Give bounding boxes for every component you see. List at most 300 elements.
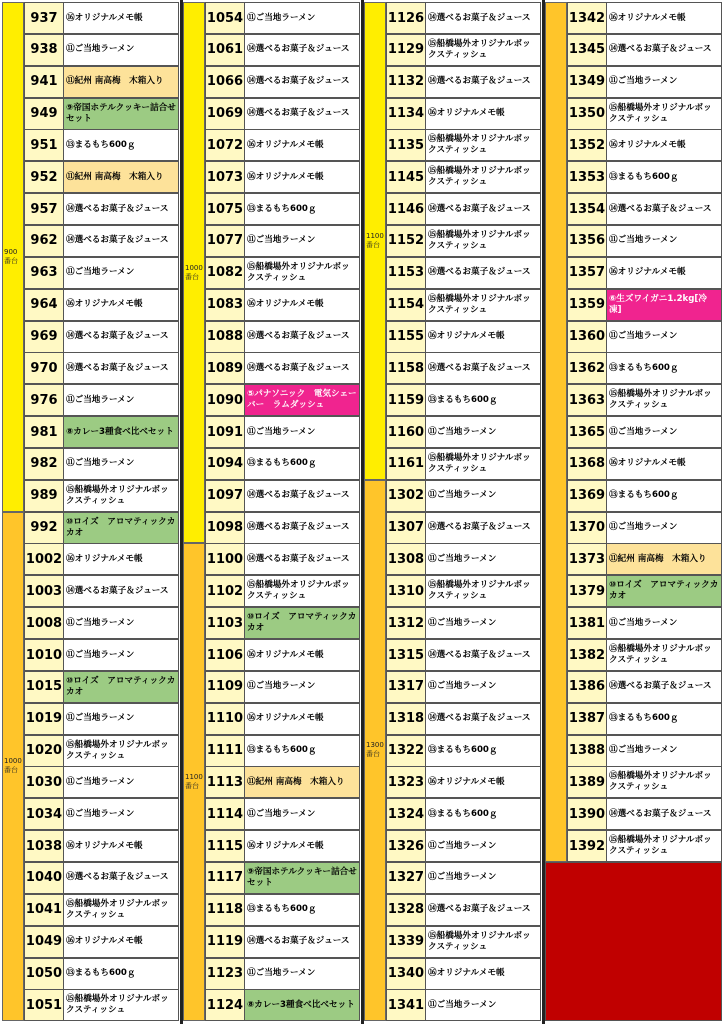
range-label	[184, 264, 203, 282]
prize-name: ⑭選べるお菓子＆ジュース	[245, 35, 359, 65]
prize-row	[24, 543, 179, 575]
prize-name: ⑪ご当地ラーメン	[426, 863, 540, 893]
winning-number: 1370	[568, 513, 607, 543]
prize-row	[386, 257, 541, 289]
winning-number: 1354	[568, 194, 607, 224]
prize-name: ⑭選べるお菓子＆ジュース	[64, 226, 178, 256]
winning-number: 981	[25, 417, 64, 447]
prize-name: ⑪ご当地ラーメン	[426, 608, 540, 638]
prize-name: ⑪ご当地ラーメン	[607, 322, 721, 352]
prize-name: ⑤パナソニック 電気シェーバー ラムダッシュ	[245, 385, 359, 415]
prize-name: ⑮船橋場外オリジナルボックスティッシュ	[426, 226, 540, 256]
prize-name: ⑪ご当地ラーメン	[64, 640, 178, 670]
prize-name: ⑬まるもち600ｇ	[245, 449, 359, 479]
prize-row	[24, 575, 179, 607]
winning-number: 1161	[387, 449, 426, 479]
prize-row	[567, 34, 722, 66]
prize-name: ⑪ご当地ラーメン	[426, 481, 540, 511]
prize-name: ⑭選べるお菓子＆ジュース	[426, 67, 540, 97]
winning-number: 1002	[25, 544, 64, 574]
winning-number: 1368	[568, 449, 607, 479]
winning-number: 989	[25, 481, 64, 511]
prize-name: ⑭選べるお菓子＆ジュース	[245, 481, 359, 511]
prize-name: ⑯オリジナルメモ帳	[426, 322, 540, 352]
prize-row	[205, 480, 360, 512]
winning-number: 1328	[387, 895, 426, 925]
prize-name: ⑬まるもち600ｇ	[607, 353, 721, 383]
prize-row	[386, 384, 541, 416]
prize-name: ⑩ロイズ アロマティックカカオ	[607, 576, 721, 606]
range-label-line: 番台	[185, 272, 199, 281]
prize-row	[24, 416, 179, 448]
winning-number: 1132	[387, 67, 426, 97]
prize-name: ⑭選べるお菓子＆ジュース	[245, 513, 359, 543]
prize-row	[24, 703, 179, 735]
winning-number: 1077	[206, 226, 245, 256]
prize-row	[24, 448, 179, 480]
prize-name: ⑭選べるお菓子＆ジュース	[607, 672, 721, 702]
prize-name: ⑯オリジナルメモ帳	[64, 290, 178, 320]
prize-name: ⑭選べるお菓子＆ジュース	[245, 67, 359, 97]
prize-name: ⑯オリジナルメモ帳	[607, 449, 721, 479]
prize-name: ⑪ご当地ラーメン	[607, 513, 721, 543]
prize-row	[567, 2, 722, 34]
prize-name: ⑪ご当地ラーメン	[64, 385, 178, 415]
prize-name: ⑪ご当地ラーメン	[64, 258, 178, 288]
prize-row	[386, 607, 541, 639]
range-band	[2, 2, 24, 512]
prize-name: ⑬まるもち600ｇ	[245, 194, 359, 224]
prize-row	[24, 225, 179, 257]
winning-number: 1102	[206, 576, 245, 606]
prize-row	[205, 989, 360, 1021]
winning-number: 1113	[206, 767, 245, 797]
prize-row	[386, 989, 541, 1021]
prize-name: ⑧カレー3種食べ比べセット	[245, 990, 359, 1020]
prize-row	[386, 671, 541, 703]
prize-name: ⑮船橋場外オリジナルボックスティッシュ	[426, 290, 540, 320]
winning-number: 1094	[206, 449, 245, 479]
winning-number: 1110	[206, 704, 245, 734]
prize-name: ⑮船橋場外オリジナルボックスティッシュ	[426, 130, 540, 160]
prize-row	[386, 480, 541, 512]
range-band	[183, 2, 205, 543]
winning-number: 1154	[387, 290, 426, 320]
prize-name: ⑪ご当地ラーメン	[607, 67, 721, 97]
prize-row	[567, 161, 722, 193]
prize-name: ⑭選べるお菓子＆ジュース	[426, 895, 540, 925]
prize-row	[24, 607, 179, 639]
winning-number: 1388	[568, 736, 607, 766]
winning-number: 1324	[387, 799, 426, 829]
winning-number: 1115	[206, 831, 245, 861]
winning-number: 1362	[568, 353, 607, 383]
prize-name: ⑮船橋場外オリジナルボックスティッシュ	[64, 990, 178, 1020]
prize-name: ⑪ご当地ラーメン	[64, 704, 178, 734]
prize-row	[567, 225, 722, 257]
prize-name: ⑩ロイズ アロマティックカカオ	[245, 608, 359, 638]
winning-number: 992	[25, 513, 64, 543]
prize-row	[386, 639, 541, 671]
winning-number: 1109	[206, 672, 245, 702]
winning-number: 1153	[387, 258, 426, 288]
winning-number: 1312	[387, 608, 426, 638]
winning-number: 976	[25, 385, 64, 415]
prize-row	[567, 384, 722, 416]
winning-number: 1326	[387, 831, 426, 861]
prize-name: ⑪ご当地ラーメン	[245, 672, 359, 702]
prize-row	[567, 352, 722, 384]
prize-name: ⑮船橋場外オリジナルボックスティッシュ	[426, 35, 540, 65]
prize-name: ⑮船橋場外オリジナルボックスティッシュ	[64, 481, 178, 511]
prize-row	[386, 703, 541, 735]
prize-row	[205, 958, 360, 990]
prize-name: ⑭選べるお菓子＆ジュース	[245, 322, 359, 352]
prize-name: ⑯オリジナルメモ帳	[607, 258, 721, 288]
prize-name: ⑪ご当地ラーメン	[64, 799, 178, 829]
prize-name: ⑪ご当地ラーメン	[607, 736, 721, 766]
prize-row	[205, 862, 360, 894]
winning-number: 1373	[568, 544, 607, 574]
prize-name: ⑧カレー3種食べ比べセット	[64, 417, 178, 447]
winning-number: 1126	[387, 3, 426, 33]
prize-name: ⑮船橋場外オリジナルボックスティッシュ	[64, 736, 178, 766]
prize-name: ⑪ご当地ラーメン	[607, 417, 721, 447]
winning-number: 1051	[25, 990, 64, 1020]
range-label	[365, 232, 384, 250]
prize-row	[205, 161, 360, 193]
range-label-line: 1300	[366, 741, 384, 750]
range-label-line: 番台	[366, 750, 380, 759]
prize-name: ⑭選べるお菓子＆ジュース	[64, 863, 178, 893]
prize-name: ⑭選べるお菓子＆ジュース	[426, 513, 540, 543]
range-label-line: 番台	[185, 782, 199, 791]
winning-number: 1106	[206, 640, 245, 670]
prize-row	[205, 34, 360, 66]
winning-number: 1363	[568, 385, 607, 415]
prize-name: ⑯オリジナルメモ帳	[607, 3, 721, 33]
winning-number: 957	[25, 194, 64, 224]
prize-row	[24, 257, 179, 289]
prize-row	[24, 66, 179, 98]
prize-name: ⑭選べるお菓子＆ジュース	[607, 194, 721, 224]
prize-name: ⑬まるもち600ｇ	[607, 162, 721, 192]
prize-row	[205, 257, 360, 289]
prize-name: ⑪ご当地ラーメン	[607, 608, 721, 638]
winning-number: 1050	[25, 959, 64, 989]
winning-number: 952	[25, 162, 64, 192]
range-band	[545, 2, 567, 862]
prize-name: ⑬まるもち600ｇ	[426, 799, 540, 829]
prize-row	[24, 480, 179, 512]
prize-name: ⑮船橋場外オリジナルボックスティッシュ	[607, 385, 721, 415]
prize-row	[205, 607, 360, 639]
winning-number: 1381	[568, 608, 607, 638]
prize-row	[24, 161, 179, 193]
prize-row	[205, 289, 360, 321]
prize-name: ⑭選べるお菓子＆ジュース	[426, 194, 540, 224]
prize-name: ⑪紀州 南高梅 木箱入り	[64, 162, 178, 192]
prize-row	[386, 830, 541, 862]
prize-name: ⑭選べるお菓子＆ジュース	[64, 322, 178, 352]
winning-number: 1066	[206, 67, 245, 97]
winning-number: 1083	[206, 290, 245, 320]
prize-name: ⑮船橋場外オリジナルボックスティッシュ	[607, 831, 721, 861]
prize-row	[567, 766, 722, 798]
prize-name: ⑯オリジナルメモ帳	[245, 640, 359, 670]
winning-number: 1073	[206, 162, 245, 192]
prize-name: ⑯オリジナルメモ帳	[245, 831, 359, 861]
prize-name: ⑯オリジナルメモ帳	[426, 767, 540, 797]
prize-name: ⑨帝国ホテルクッキー詰合せセット	[64, 99, 178, 129]
prize-row	[386, 321, 541, 353]
prize-name: ⑯オリジナルメモ帳	[426, 99, 540, 129]
prize-row	[24, 862, 179, 894]
winning-number: 1054	[206, 3, 245, 33]
prize-row	[386, 416, 541, 448]
prize-row	[386, 2, 541, 34]
range-band	[364, 480, 386, 1021]
prize-name: ⑪ご当地ラーメン	[426, 831, 540, 861]
winning-number: 1020	[25, 736, 64, 766]
prize-name: ⑯オリジナルメモ帳	[245, 130, 359, 160]
prize-row	[24, 926, 179, 958]
prize-name: ⑮船橋場外オリジナルボックスティッシュ	[426, 576, 540, 606]
prize-row	[567, 639, 722, 671]
prize-row	[24, 384, 179, 416]
prize-row	[205, 352, 360, 384]
winning-number: 1349	[568, 67, 607, 97]
range-label-line: 1100	[366, 231, 384, 240]
prize-name: ⑭選べるお菓子＆ジュース	[426, 704, 540, 734]
prize-row	[205, 735, 360, 767]
winning-number: 937	[25, 3, 64, 33]
prize-row	[205, 894, 360, 926]
winning-number: 1387	[568, 704, 607, 734]
prize-row	[205, 926, 360, 958]
prize-row	[567, 257, 722, 289]
prize-row	[24, 289, 179, 321]
winning-number: 1089	[206, 353, 245, 383]
winning-number: 1345	[568, 35, 607, 65]
prize-row	[386, 193, 541, 225]
winning-number: 1097	[206, 481, 245, 511]
prize-name: ⑪ご当地ラーメン	[426, 672, 540, 702]
prize-row	[205, 575, 360, 607]
winning-number: 1117	[206, 863, 245, 893]
prize-row	[386, 575, 541, 607]
prize-name: ⑪ご当地ラーメン	[64, 767, 178, 797]
prize-name: ⑭選べるお菓子＆ジュース	[64, 576, 178, 606]
range-band	[2, 512, 24, 1022]
prize-name: ⑪ご当地ラーメン	[245, 959, 359, 989]
prize-name: ⑯オリジナルメモ帳	[426, 959, 540, 989]
prize-row	[205, 416, 360, 448]
prize-row	[386, 66, 541, 98]
prize-name: ⑭選べるお菓子＆ジュース	[607, 35, 721, 65]
prize-row	[205, 2, 360, 34]
winning-number: 963	[25, 258, 64, 288]
prize-row	[24, 798, 179, 830]
range-label	[365, 741, 384, 759]
winning-number: 1315	[387, 640, 426, 670]
prize-name: ⑬まるもち600ｇ	[245, 736, 359, 766]
prize-row	[567, 830, 722, 862]
prize-name: ⑭選べるお菓子＆ジュース	[245, 353, 359, 383]
prize-name: ⑭選べるお菓子＆ジュース	[245, 544, 359, 574]
prize-name: ⑪ご当地ラーメン	[64, 449, 178, 479]
prize-name: ⑬まるもち600ｇ	[426, 736, 540, 766]
prize-row	[24, 639, 179, 671]
prize-column-4	[545, 2, 722, 1021]
prize-name: ⑪紀州 南高梅 木箱入り	[64, 67, 178, 97]
prize-name: ⑬まるもち600ｇ	[245, 895, 359, 925]
winning-number: 1152	[387, 226, 426, 256]
prize-name: ⑪ご当地ラーメン	[245, 799, 359, 829]
prize-row	[205, 66, 360, 98]
prize-name: ⑬まるもち600ｇ	[426, 385, 540, 415]
prize-row	[24, 512, 179, 544]
winning-number: 1318	[387, 704, 426, 734]
range-band	[183, 543, 205, 1021]
prize-name: ⑪紀州 南高梅 木箱入り	[245, 767, 359, 797]
winning-number: 1124	[206, 990, 245, 1020]
winning-number: 1352	[568, 130, 607, 160]
prize-row	[567, 98, 722, 130]
winning-number: 1357	[568, 258, 607, 288]
prize-name: ⑬まるもち600ｇ	[607, 704, 721, 734]
prize-row	[386, 862, 541, 894]
prize-row	[24, 958, 179, 990]
winning-number: 1003	[25, 576, 64, 606]
winning-number: 1308	[387, 544, 426, 574]
prize-row	[205, 512, 360, 544]
range-label-line: 番台	[4, 256, 18, 265]
prize-column-2	[183, 2, 360, 1021]
prize-name: ⑭選べるお菓子＆ジュース	[426, 3, 540, 33]
winning-number: 1114	[206, 799, 245, 829]
winning-number: 1342	[568, 3, 607, 33]
prize-name: ⑭選べるお菓子＆ジュース	[64, 353, 178, 383]
winning-number: 1392	[568, 831, 607, 861]
prize-name: ⑭選べるお菓子＆ジュース	[607, 799, 721, 829]
prize-row	[386, 129, 541, 161]
prize-name: ⑯オリジナルメモ帳	[64, 831, 178, 861]
prize-name: ⑭選べるお菓子＆ジュース	[245, 99, 359, 129]
prize-name: ⑬まるもち600ｇ	[64, 130, 178, 160]
prize-row	[386, 98, 541, 130]
winning-number: 964	[25, 290, 64, 320]
prize-row	[24, 98, 179, 130]
prize-row	[567, 480, 722, 512]
prize-row	[386, 894, 541, 926]
prize-name: ⑮船橋場外オリジナルボックスティッシュ	[607, 767, 721, 797]
prize-row	[205, 129, 360, 161]
winning-number: 1134	[387, 99, 426, 129]
prize-row	[205, 671, 360, 703]
winning-number: 1160	[387, 417, 426, 447]
prize-name: ⑪ご当地ラーメン	[426, 990, 540, 1020]
winning-number: 1090	[206, 385, 245, 415]
prize-name: ⑮船橋場外オリジナルボックスティッシュ	[245, 576, 359, 606]
winning-number: 1379	[568, 576, 607, 606]
prize-name: ⑨帝国ホテルクッキー詰合せセット	[245, 863, 359, 893]
winning-number: 1135	[387, 130, 426, 160]
winning-number: 951	[25, 130, 64, 160]
winning-number: 1015	[25, 672, 64, 702]
winning-number: 1158	[387, 353, 426, 383]
prize-name: ⑭選べるお菓子＆ジュース	[64, 194, 178, 224]
prize-row	[386, 735, 541, 767]
winning-number: 1159	[387, 385, 426, 415]
winning-number: 1353	[568, 162, 607, 192]
prize-name: ⑭選べるお菓子＆ジュース	[426, 258, 540, 288]
prize-row	[205, 448, 360, 480]
prize-name: ⑯オリジナルメモ帳	[245, 162, 359, 192]
winning-number: 1302	[387, 481, 426, 511]
winning-number: 970	[25, 353, 64, 383]
winning-number: 1360	[568, 322, 607, 352]
winning-number: 938	[25, 35, 64, 65]
winning-number: 1103	[206, 608, 245, 638]
prize-row	[24, 735, 179, 767]
prize-name: ⑪ご当地ラーメン	[64, 608, 178, 638]
range-band	[364, 2, 386, 480]
prize-row	[205, 798, 360, 830]
prize-name: ⑩ロイズ アロマティックカカオ	[64, 513, 178, 543]
prize-row	[24, 129, 179, 161]
prize-row	[205, 384, 360, 416]
winning-number: 1119	[206, 927, 245, 957]
prize-name: ⑯オリジナルメモ帳	[245, 290, 359, 320]
prize-name: ⑯オリジナルメモ帳	[64, 927, 178, 957]
prize-row	[24, 671, 179, 703]
prize-row	[205, 321, 360, 353]
prize-row	[567, 671, 722, 703]
winning-number: 1386	[568, 672, 607, 702]
prize-name: ⑭選べるお菓子＆ジュース	[245, 927, 359, 957]
prize-row	[24, 989, 179, 1021]
prize-name: ⑪ご当地ラーメン	[426, 544, 540, 574]
winning-number: 1307	[387, 513, 426, 543]
prize-row	[24, 894, 179, 926]
winning-number: 1365	[568, 417, 607, 447]
prize-row	[567, 416, 722, 448]
prize-name: ⑥生ズワイガニ1.2kg[冷凍]	[607, 290, 721, 320]
range-label-line: 1000	[4, 757, 22, 766]
winning-number: 1019	[25, 704, 64, 734]
range-label	[184, 773, 203, 791]
prize-name: ⑯オリジナルメモ帳	[245, 704, 359, 734]
prize-row	[567, 607, 722, 639]
winning-number: 1322	[387, 736, 426, 766]
winning-number: 1041	[25, 895, 64, 925]
prize-name: ⑯オリジナルメモ帳	[64, 544, 178, 574]
prize-row	[567, 289, 722, 321]
winning-number: 1155	[387, 322, 426, 352]
winning-number: 1061	[206, 35, 245, 65]
winning-number: 1069	[206, 99, 245, 129]
winning-number: 1034	[25, 799, 64, 829]
prize-name: ⑪ご当地ラーメン	[607, 226, 721, 256]
prize-row	[205, 639, 360, 671]
winning-number: 1390	[568, 799, 607, 829]
winning-number: 1010	[25, 640, 64, 670]
prize-row	[24, 2, 179, 34]
winning-number: 1072	[206, 130, 245, 160]
prize-row	[205, 225, 360, 257]
winning-number: 1341	[387, 990, 426, 1020]
